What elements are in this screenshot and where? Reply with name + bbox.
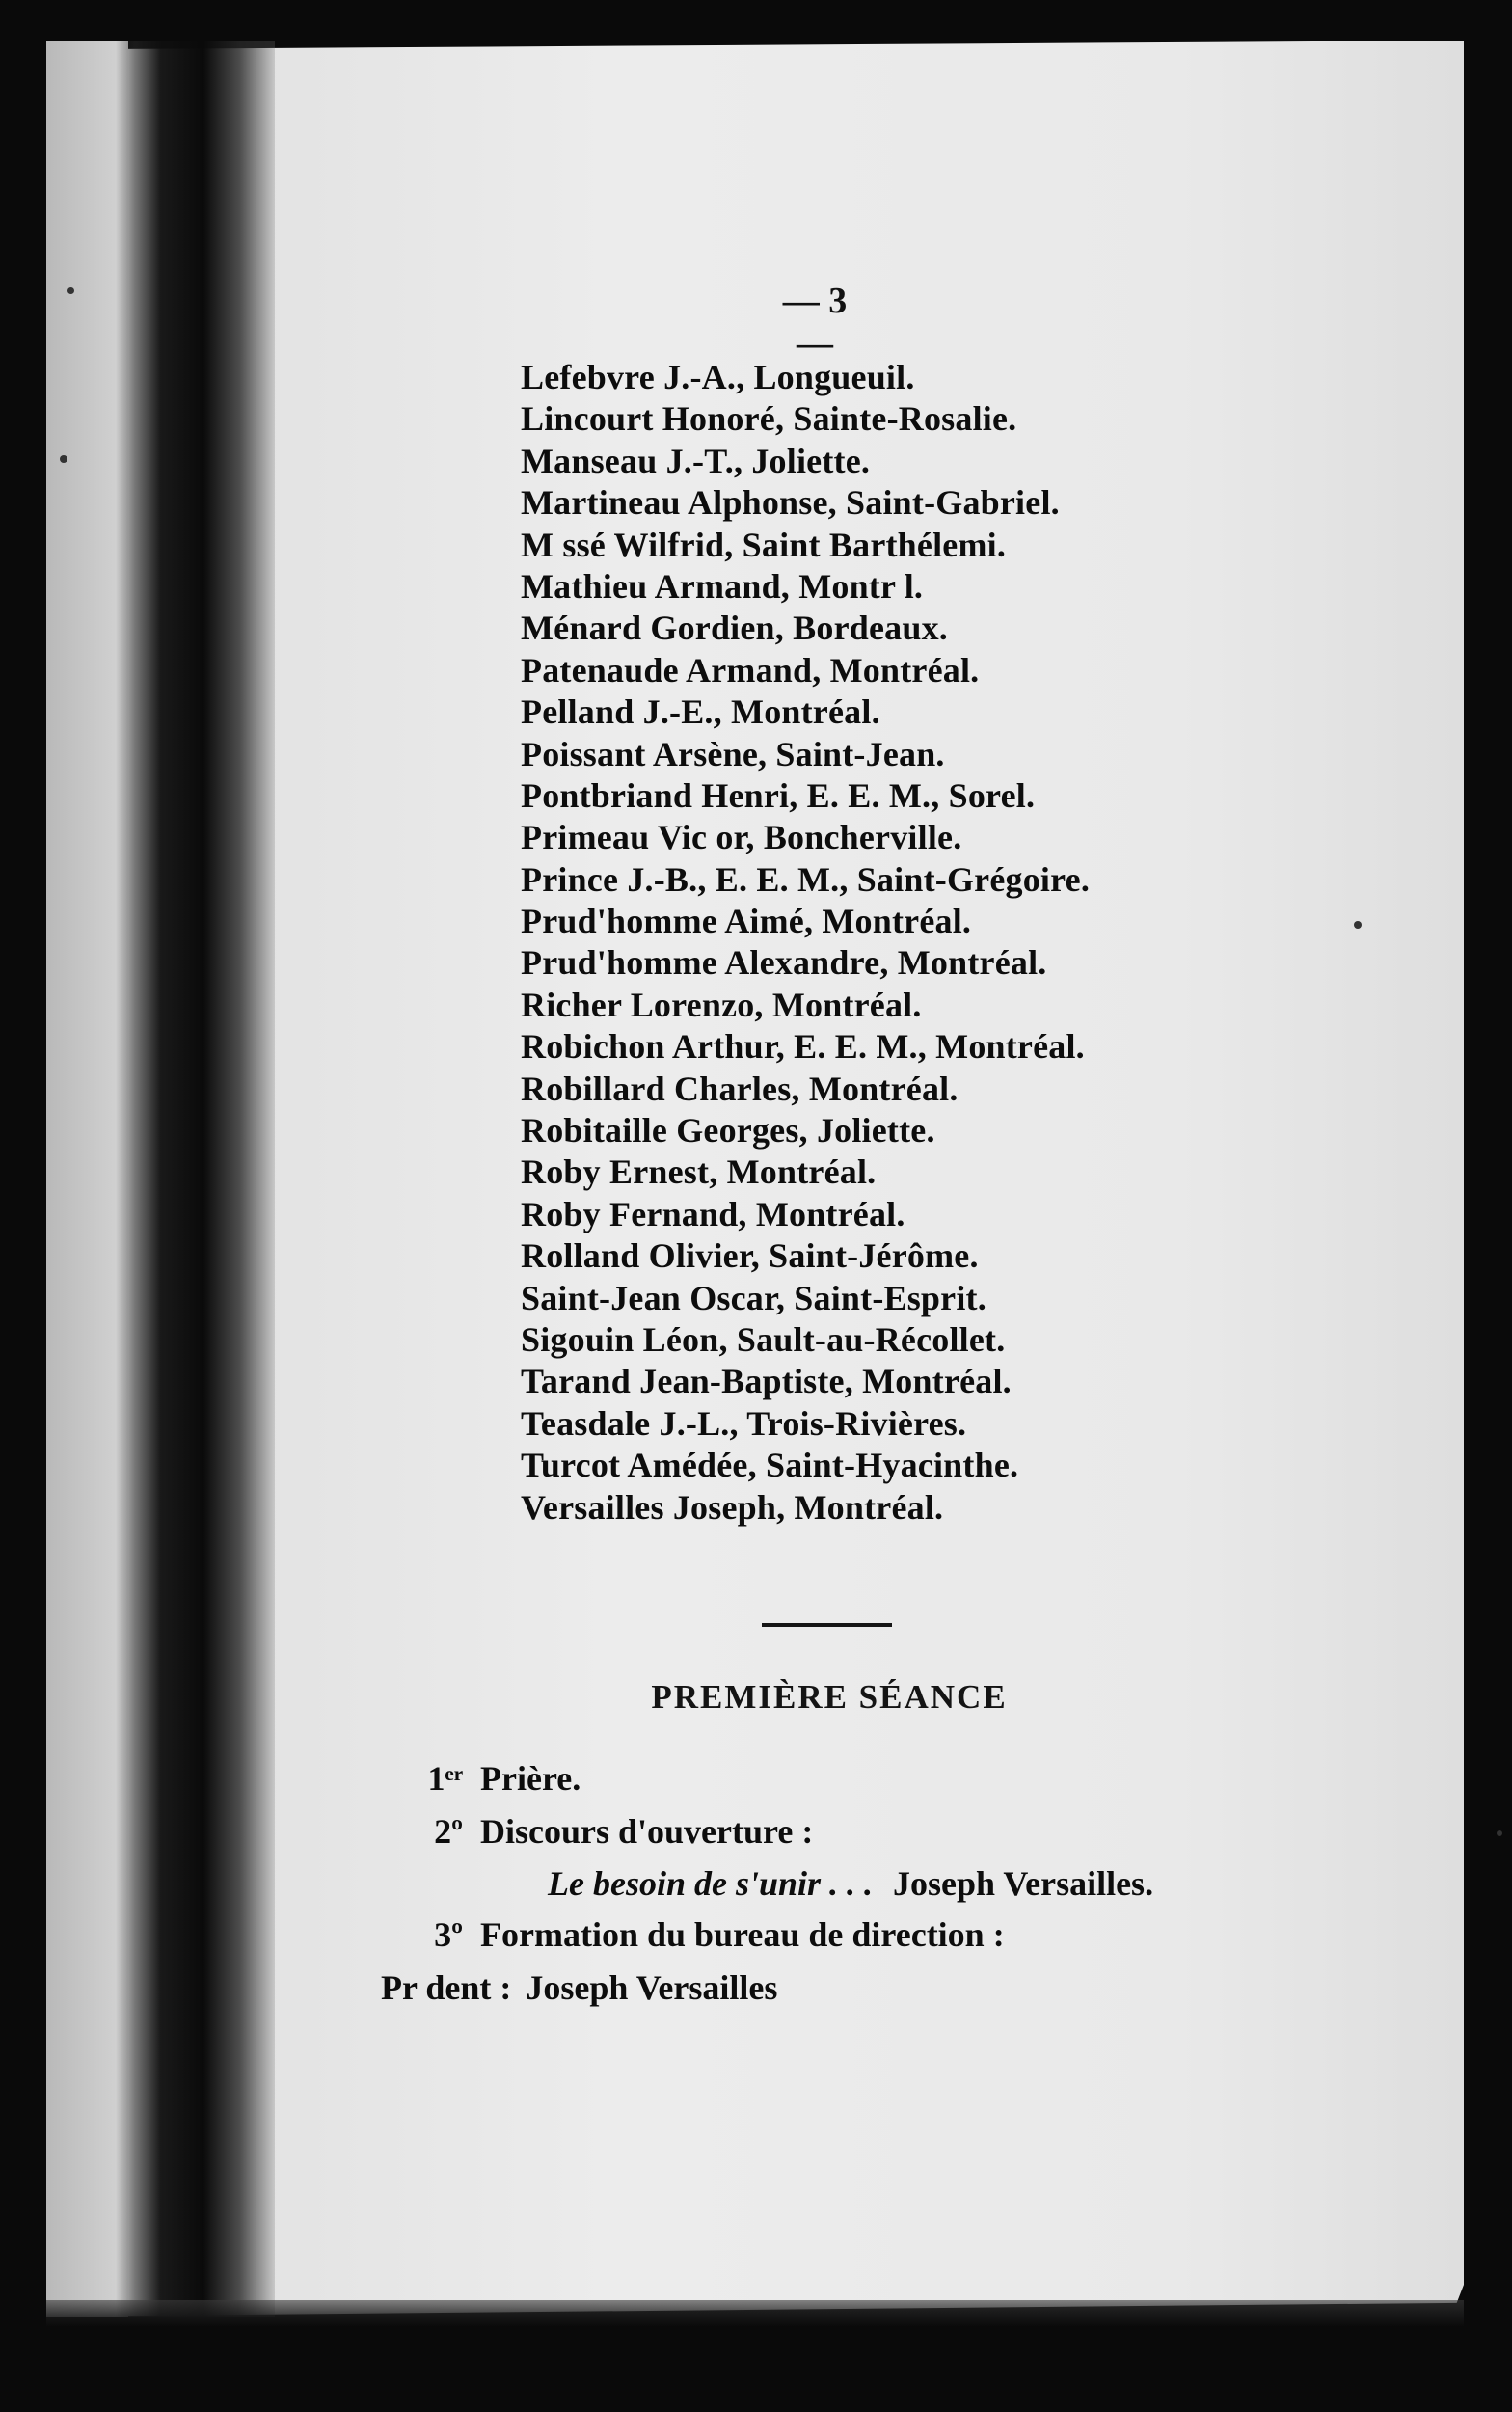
agenda-item-2: [395, 1811, 813, 1852]
agenda-text: Discours d'ouverture :: [480, 1812, 814, 1851]
agenda-number: 2º: [434, 1812, 463, 1851]
list-item: Robichon Arthur, E. E. M., Montréal.: [521, 1027, 1085, 1067]
list-item: Prince J.-B., E. E. M., Saint-Grégoire.: [521, 859, 1091, 899]
agenda-subitem: [548, 1863, 1153, 1904]
list-item: Poissant Arsène, Saint-Jean.: [521, 734, 945, 773]
list-item: Pontbriand Henri, E. E. M., Sorel.: [521, 775, 1036, 815]
list-item: Robillard Charles, Montréal.: [521, 1069, 958, 1108]
list-item: Lincourt Honoré, Sainte-Rosalie.: [521, 399, 1017, 439]
president-name: Joseph Versailles: [526, 1968, 778, 2007]
ink-speck: [1497, 1830, 1502, 1836]
list-item: Robitaille Georges, Joliette.: [521, 1111, 935, 1151]
list-item: Rolland Olivier, Saint-Jérôme.: [521, 1236, 979, 1276]
list-item: Roby Ernest, Montréal.: [521, 1152, 877, 1192]
list-item: Ménard Gordien, Bordeaux.: [521, 609, 948, 648]
list-item: Roby Fernand, Montréal.: [521, 1194, 905, 1233]
list-item: M ssé Wilfrid, Saint Barthélemi.: [521, 525, 1007, 564]
bottom-edge-shadow: [46, 2300, 1464, 2327]
agenda-text: Formation du bureau de direction :: [480, 1915, 1005, 1954]
agenda-item-3: [395, 1914, 1005, 1955]
list-item: Prud'homme Alexandre, Montréal.: [521, 943, 1047, 983]
list-item: Mathieu Armand, Montr l.: [521, 566, 924, 606]
ink-speck: [68, 287, 74, 294]
member-list: [521, 357, 1311, 1529]
list-item: Pelland J.-E., Montréal.: [521, 692, 880, 732]
list-item: Teasdale J.-L., Trois-Rivières.: [521, 1403, 967, 1443]
agenda-item-1: [395, 1758, 580, 1799]
agenda-number: 3º: [434, 1915, 463, 1954]
agenda-number: 1ᵉʳ: [427, 1759, 463, 1798]
section-title: PREMIÈRE SÉANCE: [651, 1678, 1008, 1716]
president-line: [381, 1967, 777, 2008]
list-item: Primeau Vic or, Boncherville.: [521, 818, 962, 857]
list-item: Saint-Jean Oscar, Saint-Esprit.: [521, 1278, 986, 1317]
list-item: Richer Lorenzo, Montréal.: [521, 985, 922, 1024]
list-item: Martineau Alphonse, Saint-Gabriel.: [521, 483, 1060, 523]
list-item: Manseau J.-T., Joliette.: [521, 441, 871, 480]
talk-title: Le besoin de s'unir . . .: [548, 1864, 874, 1903]
binding-gutter: [116, 41, 275, 2317]
list-item: Prud'homme Aimé, Montréal.: [521, 902, 972, 941]
president-label: Pr dent :: [381, 1968, 512, 2007]
section-divider: [762, 1623, 892, 1627]
list-item: Turcot Amédée, Saint-Hyacinthe.: [521, 1446, 1019, 1485]
page-number: — 3 —: [782, 281, 848, 364]
list-item: Sigouin Léon, Sault-au-Récollet.: [521, 1319, 1006, 1359]
list-item: Tarand Jean-Baptiste, Montréal.: [521, 1362, 1012, 1401]
talk-speaker: Joseph Versailles.: [893, 1864, 1154, 1903]
list-item: Patenaude Armand, Montréal.: [521, 650, 980, 690]
list-item: Lefebvre J.-A., Longueuil.: [521, 358, 915, 396]
ink-speck: [1354, 921, 1362, 929]
ink-speck: [60, 455, 68, 463]
agenda-text: Prière.: [480, 1759, 581, 1798]
list-item: Versailles Joseph, Montréal.: [521, 1487, 944, 1527]
